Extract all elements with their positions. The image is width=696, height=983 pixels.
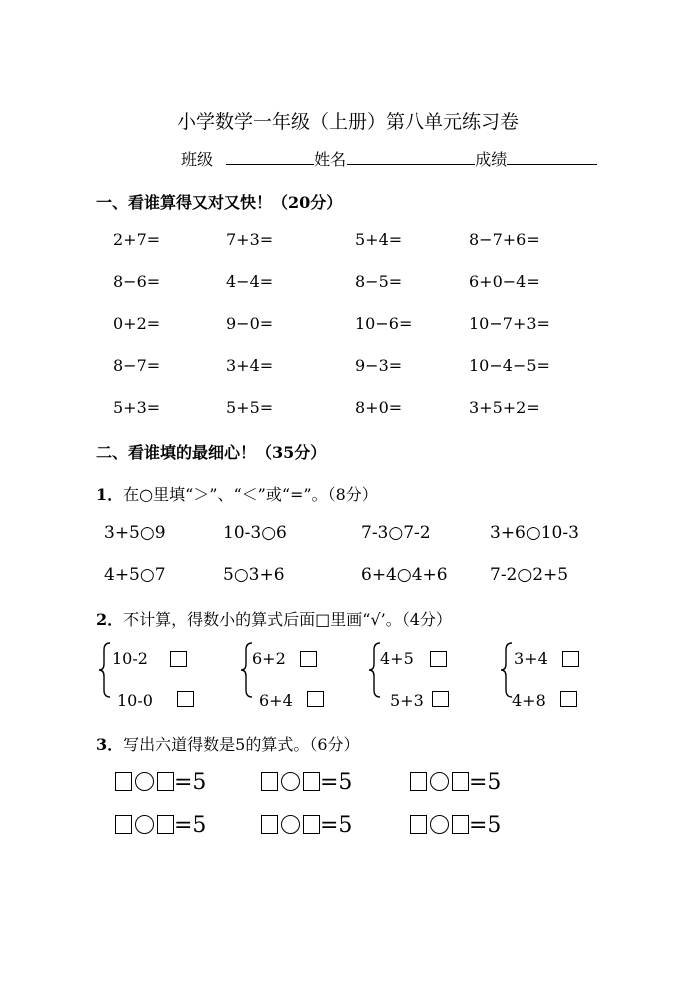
answer-checkbox[interactable]: [300, 651, 317, 667]
comparison-problem[interactable]: 3+6○10-3: [490, 523, 579, 543]
answer-checkbox[interactable]: [562, 651, 579, 667]
blank-equation: [261, 813, 352, 838]
blank-equation: [410, 813, 501, 838]
q1-text: 在○里填“＞”、“＜”或“=”。（8分）: [123, 485, 378, 504]
arithmetic-problem: 10−6=: [355, 314, 413, 333]
answer-square[interactable]: [452, 815, 469, 834]
operator-circle[interactable]: [135, 815, 154, 834]
answer-square[interactable]: [261, 772, 278, 791]
arithmetic-problem: 2+7=: [113, 230, 161, 249]
brace-icon: [500, 642, 514, 698]
q2-number: 2．: [96, 610, 124, 629]
comparison-problem[interactable]: 5○3+6: [223, 565, 285, 585]
arithmetic-problem: 9−3=: [355, 356, 403, 375]
arithmetic-problem: 8−7=: [113, 356, 161, 375]
answer-checkbox[interactable]: [430, 651, 447, 667]
comparison-problem[interactable]: 7-2○2+5: [490, 565, 569, 585]
blank-equation: [115, 770, 206, 795]
arithmetic-problem: 3+5+2=: [469, 398, 540, 417]
equation-result: =5: [469, 813, 502, 838]
q2-expression: 3+4: [514, 649, 548, 668]
brace-icon: [98, 642, 112, 698]
answer-square[interactable]: [303, 772, 320, 791]
arithmetic-problem: 5+4=: [355, 230, 403, 249]
equation-result: =5: [174, 813, 207, 838]
q3-prompt: [96, 732, 360, 755]
equation-result: =5: [469, 770, 502, 795]
answer-square[interactable]: [115, 772, 132, 791]
answer-square[interactable]: [157, 772, 174, 791]
arithmetic-problem: 10−4−5=: [469, 356, 550, 375]
q2-text: 不计算，得数小的算式后面□里画“√’。（4分）: [123, 610, 452, 629]
section2-heading: 二、看谁填的最细心！（35分）: [96, 443, 327, 462]
answer-checkbox[interactable]: [177, 691, 194, 707]
arithmetic-problem: 4−4=: [226, 272, 274, 291]
q2-expression: 5+3: [390, 691, 424, 710]
answer-checkbox[interactable]: [560, 691, 577, 707]
operator-circle[interactable]: [430, 815, 449, 834]
q2-prompt: [96, 607, 452, 630]
q3-number: 3．: [96, 735, 124, 754]
operator-circle[interactable]: [430, 772, 449, 791]
equation-result: =5: [320, 770, 353, 795]
arithmetic-problem: 6+0−4=: [469, 272, 540, 291]
comparison-problem[interactable]: 10-3○6: [223, 523, 287, 543]
name-label: 姓名: [314, 150, 347, 169]
arithmetic-problem: 8−5=: [355, 272, 403, 291]
comparison-problem[interactable]: 4+5○7: [104, 565, 166, 585]
answer-checkbox[interactable]: [307, 691, 324, 707]
arithmetic-problem: 7+3=: [226, 230, 274, 249]
student-info-line: [181, 147, 597, 170]
arithmetic-problem: 8−7+6=: [469, 230, 540, 249]
equation-result: =5: [320, 813, 353, 838]
name-blank[interactable]: [347, 149, 475, 165]
blank-equation: [410, 770, 501, 795]
answer-square[interactable]: [303, 815, 320, 834]
comparison-problem[interactable]: 7-3○7-2: [361, 523, 431, 543]
operator-circle[interactable]: [135, 772, 154, 791]
comparison-problem[interactable]: 3+5○9: [104, 523, 166, 543]
q2-expression: 10-2: [112, 649, 148, 668]
answer-square[interactable]: [115, 815, 132, 834]
answer-checkbox[interactable]: [170, 651, 187, 667]
score-label: 成绩: [475, 150, 508, 169]
equation-result: =5: [174, 770, 207, 795]
q1-number: 1．: [96, 485, 124, 504]
answer-square[interactable]: [410, 772, 427, 791]
score-blank[interactable]: [507, 149, 597, 165]
q2-expression: 4+5: [380, 649, 414, 668]
answer-checkbox[interactable]: [432, 691, 449, 707]
class-blank[interactable]: [226, 149, 314, 165]
q2-expression: 6+4: [259, 691, 293, 710]
page-title: 小学数学一年级（上册）第八单元练习卷: [176, 111, 519, 133]
blank-equation: [261, 770, 352, 795]
blank-equation: [115, 813, 206, 838]
arithmetic-problem: 5+3=: [113, 398, 161, 417]
section1-heading: 一、看谁算得又对又快！（20分）: [96, 193, 343, 212]
arithmetic-problem: 3+4=: [226, 356, 274, 375]
class-label: 班级: [181, 150, 214, 169]
q2-expression: 4+8: [512, 691, 546, 710]
answer-square[interactable]: [261, 815, 278, 834]
arithmetic-problem: 5+5=: [226, 398, 274, 417]
q2-expression: 6+2: [252, 649, 286, 668]
operator-circle[interactable]: [281, 815, 300, 834]
q1-prompt: [96, 482, 378, 505]
q3-text: 写出六道得数是5的算式。（6分）: [123, 735, 360, 754]
answer-square[interactable]: [452, 772, 469, 791]
arithmetic-problem: 8+0=: [355, 398, 403, 417]
arithmetic-problem: 10−7+3=: [469, 314, 550, 333]
arithmetic-problem: 8−6=: [113, 272, 161, 291]
answer-square[interactable]: [410, 815, 427, 834]
comparison-problem[interactable]: 6+4○4+6: [361, 565, 448, 585]
arithmetic-problem: 9−0=: [226, 314, 274, 333]
answer-square[interactable]: [157, 815, 174, 834]
arithmetic-problem: 0+2=: [113, 314, 161, 333]
operator-circle[interactable]: [281, 772, 300, 791]
q2-expression: 10-0: [117, 691, 153, 710]
